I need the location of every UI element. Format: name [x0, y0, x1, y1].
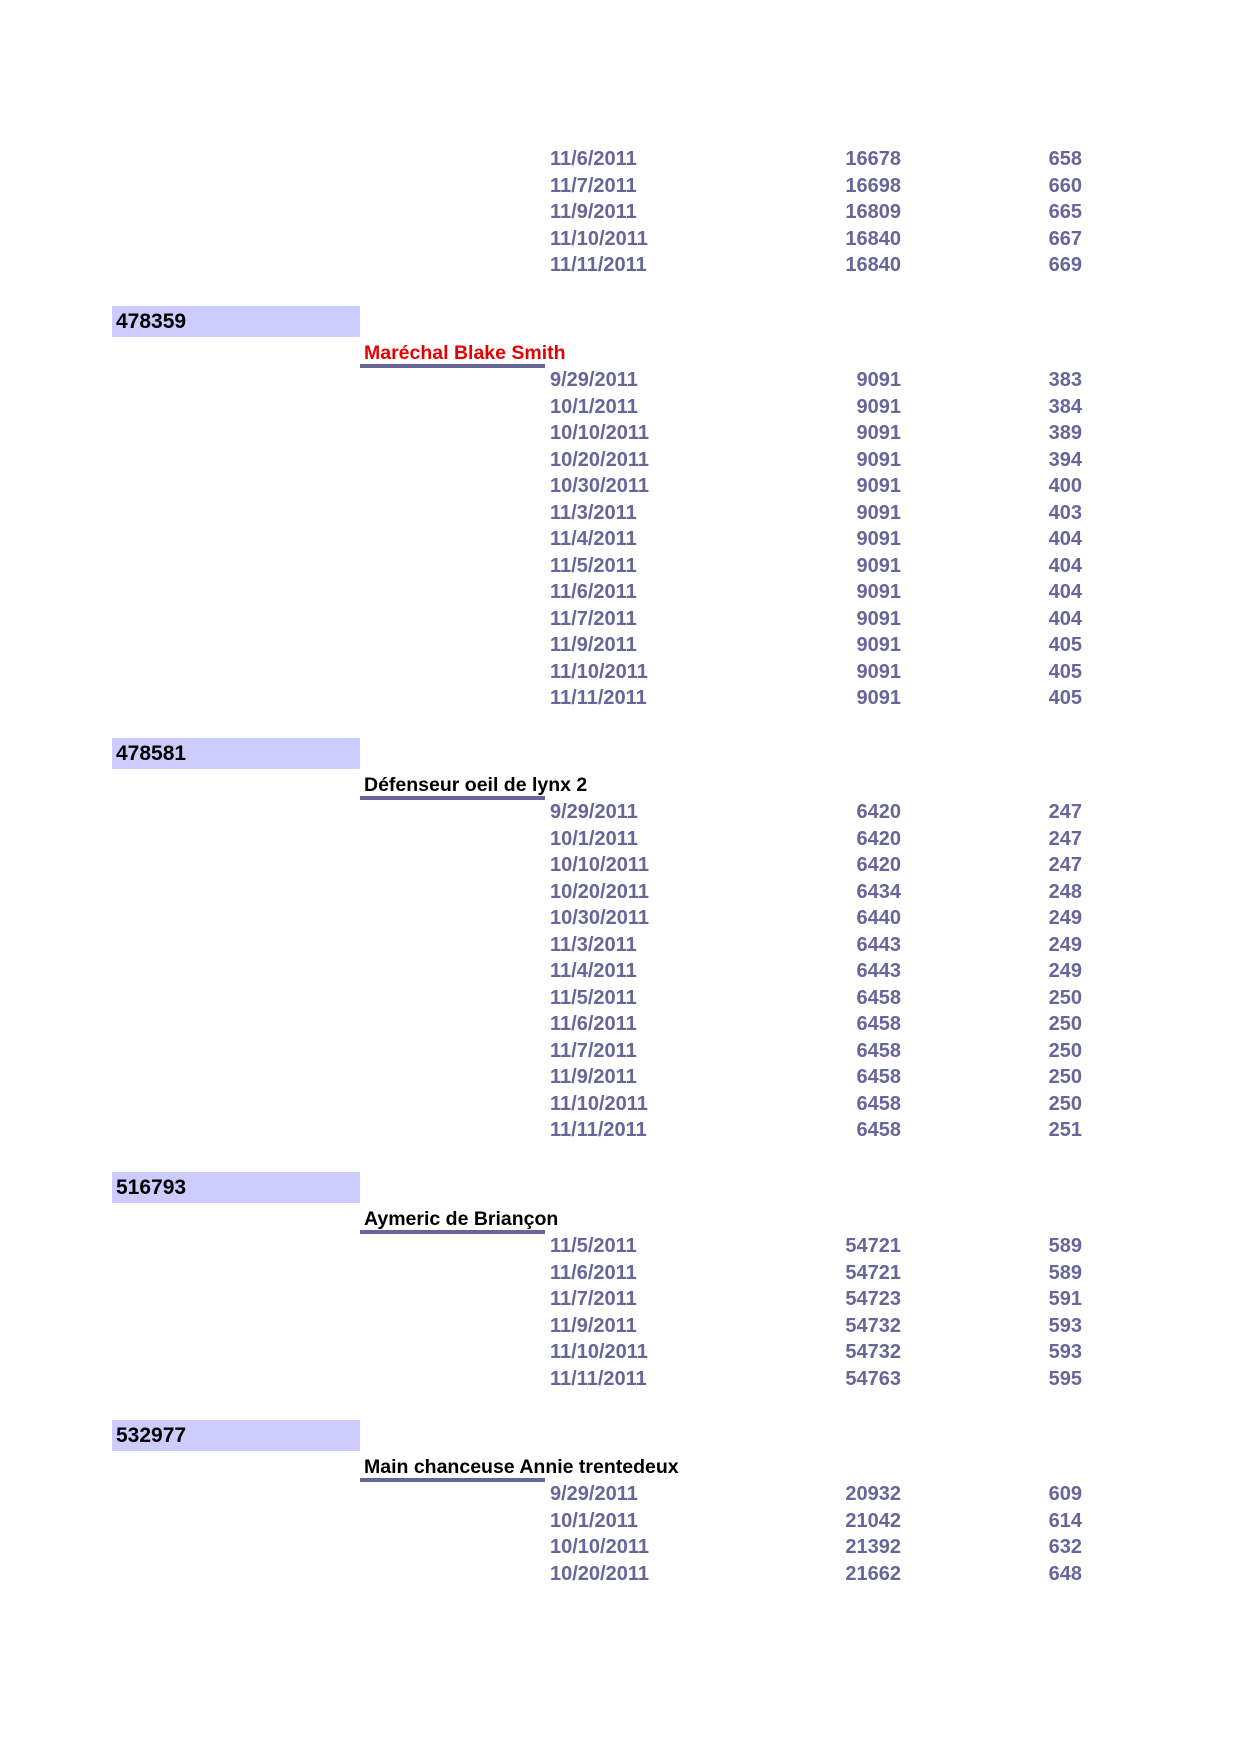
row-value-1: 6434	[856, 880, 901, 903]
record-id: 478581	[112, 738, 360, 769]
row-value-2: 593	[1048, 1314, 1082, 1337]
row-value-2: 665	[1048, 201, 1082, 223]
row-date: 11/6/2011	[550, 581, 637, 603]
row-value-1: 9091	[856, 607, 901, 630]
row-date: 11/11/2011	[550, 1119, 647, 1141]
table-row	[0, 826, 1241, 853]
row-value-2: 403	[1048, 501, 1082, 524]
row-date: 10/30/2011	[550, 475, 649, 497]
row-value-2: 249	[1048, 960, 1082, 982]
row-date: 11/3/2011	[550, 501, 637, 524]
row-value-1: 6440	[856, 907, 901, 929]
record-name: Aymeric de Briançon	[364, 1208, 559, 1230]
row-value-1: 6443	[856, 933, 901, 956]
row-date: 10/10/2011	[550, 854, 649, 876]
row-date: 11/4/2011	[550, 960, 637, 982]
row-value-1: 6458	[856, 986, 901, 1009]
row-date: 11/10/2011	[550, 1092, 648, 1115]
row-value-2: 389	[1048, 422, 1082, 444]
row-date: 9/29/2011	[550, 369, 638, 391]
row-date: 10/10/2011	[550, 422, 649, 444]
table-row	[0, 1233, 1241, 1260]
row-value-2: 249	[1048, 933, 1082, 956]
row-value-1: 54763	[845, 1367, 901, 1390]
row-date: 11/6/2011	[550, 1261, 637, 1284]
row-value-2: 632	[1048, 1536, 1082, 1558]
table-row	[0, 659, 1241, 686]
row-value-1: 16678	[845, 148, 901, 170]
row-value-2: 250	[1048, 1039, 1082, 1062]
row-value-2: 247	[1048, 801, 1082, 823]
table-row	[0, 553, 1241, 580]
row-date: 9/29/2011	[550, 1483, 638, 1505]
row-date: 11/10/2011	[550, 660, 648, 683]
row-value-2: 249	[1048, 907, 1082, 929]
row-value-1: 16698	[845, 174, 901, 197]
row-value-2: 595	[1048, 1367, 1082, 1390]
row-value-2: 593	[1048, 1341, 1082, 1363]
row-value-2: 247	[1048, 854, 1082, 876]
table-row	[0, 473, 1241, 500]
row-value-1: 21042	[845, 1509, 901, 1532]
table-row	[0, 1481, 1241, 1508]
row-value-1: 9091	[856, 475, 901, 497]
table-row	[0, 526, 1241, 553]
table-row	[0, 1366, 1241, 1393]
table-row	[0, 447, 1241, 474]
row-date: 11/5/2011	[550, 986, 637, 1009]
record-name: Défenseur oeil de lynx 2	[364, 774, 588, 796]
row-value-1: 54732	[845, 1314, 901, 1337]
record-id: 532977	[112, 1420, 360, 1451]
row-value-1: 6458	[856, 1119, 901, 1141]
row-date: 11/7/2011	[550, 1288, 637, 1310]
row-value-1: 6420	[856, 854, 901, 876]
row-date: 11/6/2011	[550, 148, 637, 170]
record-id: 478359	[112, 306, 360, 337]
table-row	[0, 1313, 1241, 1340]
row-value-1: 6443	[856, 960, 901, 982]
row-date: 10/1/2011	[550, 395, 638, 418]
record-name: Maréchal Blake Smith	[364, 342, 566, 364]
row-value-1: 54723	[845, 1288, 901, 1310]
row-value-2: 658	[1048, 148, 1082, 170]
table-row	[0, 367, 1241, 394]
row-value-2: 405	[1048, 660, 1082, 683]
row-date: 11/9/2011	[550, 1066, 637, 1088]
row-value-2: 251	[1048, 1119, 1082, 1141]
row-date: 10/1/2011	[550, 827, 638, 850]
row-date: 11/11/2011	[550, 687, 647, 709]
row-value-2: 394	[1048, 448, 1082, 471]
row-value-1: 9091	[856, 448, 901, 471]
row-value-1: 9091	[856, 369, 901, 391]
table-row	[0, 932, 1241, 959]
table-row	[0, 958, 1241, 985]
table-row	[0, 1286, 1241, 1313]
row-value-1: 9091	[856, 501, 901, 524]
table-row	[0, 1091, 1241, 1118]
table-row	[0, 420, 1241, 447]
row-date: 11/6/2011	[550, 1013, 637, 1035]
row-date: 11/5/2011	[550, 1235, 637, 1257]
table-row	[0, 905, 1241, 932]
row-date: 11/3/2011	[550, 933, 637, 956]
row-value-1: 21662	[845, 1562, 901, 1585]
row-value-2: 591	[1048, 1288, 1082, 1310]
row-value-2: 248	[1048, 880, 1082, 903]
row-date: 11/7/2011	[550, 1039, 637, 1062]
table-row	[0, 606, 1241, 633]
row-date: 11/11/2011	[550, 1367, 647, 1390]
row-value-1: 6458	[856, 1039, 901, 1062]
row-value-2: 589	[1048, 1261, 1082, 1284]
row-date: 11/5/2011	[550, 554, 637, 577]
table-row	[0, 226, 1241, 253]
table-row	[0, 146, 1241, 173]
row-value-1: 54732	[845, 1341, 901, 1363]
table-row	[0, 579, 1241, 606]
table-row	[0, 685, 1241, 712]
row-value-1: 9091	[856, 528, 901, 550]
record-name: Main chanceuse Annie trentedeux	[364, 1456, 679, 1478]
row-date: 10/20/2011	[550, 880, 649, 903]
row-value-1: 54721	[845, 1235, 901, 1257]
row-value-1: 6458	[856, 1013, 901, 1035]
row-date: 10/30/2011	[550, 907, 649, 929]
table-row	[0, 1561, 1241, 1588]
table-row	[0, 1117, 1241, 1144]
row-value-2: 614	[1048, 1509, 1082, 1532]
row-date: 9/29/2011	[550, 801, 638, 823]
row-value-2: 405	[1048, 687, 1082, 709]
row-value-2: 660	[1048, 174, 1082, 197]
row-value-2: 404	[1048, 554, 1082, 577]
row-value-2: 405	[1048, 634, 1082, 656]
row-value-2: 669	[1048, 254, 1082, 276]
row-value-1: 16809	[845, 201, 901, 223]
row-date: 11/10/2011	[550, 227, 648, 250]
table-row	[0, 1260, 1241, 1287]
row-date: 10/1/2011	[550, 1509, 638, 1532]
row-value-1: 9091	[856, 395, 901, 418]
table-row	[0, 500, 1241, 527]
row-value-1: 16840	[845, 254, 901, 276]
table-row	[0, 879, 1241, 906]
row-value-1: 9091	[856, 581, 901, 603]
record-id: 516793	[112, 1172, 360, 1203]
row-value-1: 6458	[856, 1066, 901, 1088]
row-date: 11/7/2011	[550, 607, 637, 630]
row-value-1: 21392	[845, 1536, 901, 1558]
row-value-1: 54721	[845, 1261, 901, 1284]
row-value-2: 609	[1048, 1483, 1082, 1505]
row-value-1: 6420	[856, 801, 901, 823]
row-date: 10/20/2011	[550, 1562, 649, 1585]
row-date: 10/10/2011	[550, 1536, 649, 1558]
row-date: 11/9/2011	[550, 1314, 637, 1337]
table-row	[0, 1339, 1241, 1366]
row-value-1: 9091	[856, 660, 901, 683]
table-row	[0, 1011, 1241, 1038]
table-row	[0, 1508, 1241, 1535]
row-value-2: 404	[1048, 581, 1082, 603]
row-value-2: 250	[1048, 1092, 1082, 1115]
row-value-2: 404	[1048, 607, 1082, 630]
row-value-1: 9091	[856, 422, 901, 444]
table-row	[0, 632, 1241, 659]
row-value-2: 250	[1048, 1013, 1082, 1035]
row-value-2: 250	[1048, 1066, 1082, 1088]
table-row	[0, 1038, 1241, 1065]
row-value-2: 589	[1048, 1235, 1082, 1257]
table-row	[0, 985, 1241, 1012]
row-value-2: 384	[1048, 395, 1082, 418]
row-date: 11/4/2011	[550, 528, 637, 550]
row-value-2: 247	[1048, 827, 1082, 850]
row-value-2: 250	[1048, 986, 1082, 1009]
table-row	[0, 1064, 1241, 1091]
row-value-2: 667	[1048, 227, 1082, 250]
row-value-2: 404	[1048, 528, 1082, 550]
row-date: 11/9/2011	[550, 201, 637, 223]
row-value-1: 20932	[845, 1483, 901, 1505]
row-date: 10/20/2011	[550, 448, 649, 471]
table-row	[0, 799, 1241, 826]
row-value-1: 6458	[856, 1092, 901, 1115]
table-row	[0, 1534, 1241, 1561]
row-value-1: 9091	[856, 554, 901, 577]
row-value-1: 9091	[856, 634, 901, 656]
table-row	[0, 252, 1241, 279]
row-value-1: 6420	[856, 827, 901, 850]
row-value-2: 648	[1048, 1562, 1082, 1585]
row-value-2: 383	[1048, 369, 1082, 391]
row-date: 11/7/2011	[550, 174, 637, 197]
table-row	[0, 173, 1241, 200]
row-date: 11/9/2011	[550, 634, 637, 656]
table-row	[0, 199, 1241, 226]
row-value-1: 9091	[856, 687, 901, 709]
table-row	[0, 852, 1241, 879]
row-value-2: 400	[1048, 475, 1082, 497]
row-date: 11/11/2011	[550, 254, 647, 276]
row-date: 11/10/2011	[550, 1341, 648, 1363]
row-value-1: 16840	[845, 227, 901, 250]
table-row	[0, 394, 1241, 421]
